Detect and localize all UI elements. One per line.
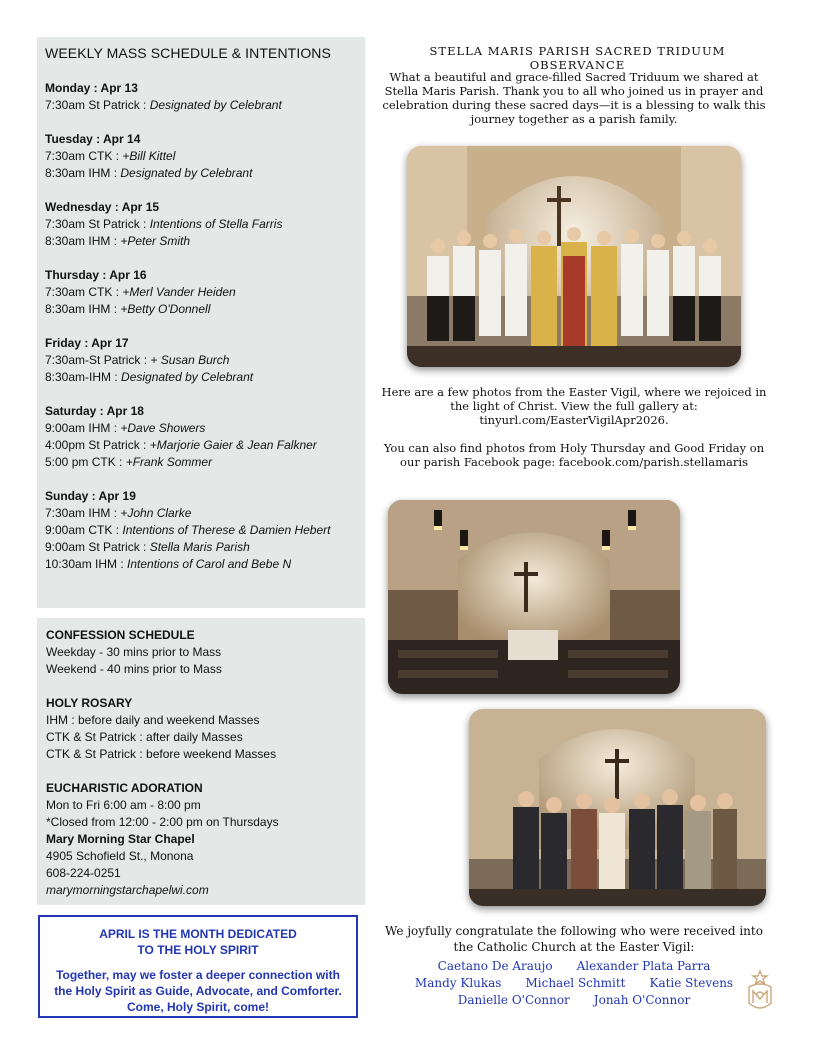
mass-time-place: 5:00 pm CTK : bbox=[45, 455, 126, 469]
mass-intention: Intentions of Carol and Bebe N bbox=[127, 557, 292, 571]
mass-line bbox=[45, 233, 365, 250]
mass-intention: Intentions of Therese & Damien Hebert bbox=[122, 523, 331, 537]
mass-line bbox=[45, 454, 365, 471]
mass-time-place: 9:00am CTK : bbox=[45, 523, 123, 537]
april-box-body: Together, may we foster a deeper connection with the Holy Spirit as Guide, Advocate, and Comforter. Come, Holy Spirit, come! bbox=[54, 968, 342, 1014]
april-box-title bbox=[50, 926, 346, 958]
mass-day-heading: Friday : Apr 17 bbox=[45, 336, 129, 350]
new-member-name: Jonah O'Connor bbox=[593, 993, 691, 1007]
new-member-name: Caetano De Araujo bbox=[437, 959, 553, 973]
mass-time-place: 7:30am St Patrick : bbox=[45, 217, 150, 231]
mass-intention: + Susan Burch bbox=[150, 353, 230, 367]
mass-line bbox=[45, 437, 365, 454]
mass-day-block bbox=[45, 199, 365, 250]
easter-vigil-text bbox=[380, 385, 768, 483]
triduum-intro: What a beautiful and grace-filled Sacred Triduum we shared at Stella Maris Parish. Thank you to all who joined us in prayer and celebration during these sacred days—it is a blessing to walk this journey together as a parish family. bbox=[382, 70, 766, 126]
stella-maris-logo-icon bbox=[745, 969, 775, 1013]
triduum-title: STELLA MARIS PARISH SACRED TRIDUUM OBSERVANCE bbox=[429, 44, 726, 72]
mass-day-block bbox=[45, 488, 365, 573]
names-row bbox=[405, 975, 743, 992]
rosary-line: CTK & St Patrick : before weekend Masses bbox=[46, 747, 277, 761]
new-member-name: Mandy Klukas bbox=[414, 976, 502, 990]
mass-line bbox=[45, 369, 365, 386]
mass-intention: Designated by Celebrant bbox=[120, 166, 253, 180]
mass-line bbox=[45, 539, 365, 556]
confession-heading: CONFESSION SCHEDULE bbox=[46, 628, 195, 642]
mass-time-place: 7:30am CTK : bbox=[45, 285, 123, 299]
new-member-name: Alexander Plata Parra bbox=[576, 959, 711, 973]
mass-line bbox=[45, 97, 365, 114]
new-catholics-group-photo bbox=[469, 709, 766, 906]
mass-intention: +Betty O'Donnell bbox=[120, 302, 211, 316]
mass-day-block bbox=[45, 335, 365, 386]
chapel-phone: 608-224-0251 bbox=[46, 866, 121, 880]
mass-time-place: 8:30am IHM : bbox=[45, 234, 121, 248]
vigil-gallery-paragraph: Here are a few photos from the Easter Vigil, where we rejoiced in the light of Christ. View the full gallery at: tinyurl.com/EasterVigilApr2026. bbox=[381, 385, 767, 427]
confession-weekend: Weekend - 40 mins prior to Mass bbox=[46, 662, 222, 676]
mass-intention: +John Clarke bbox=[120, 506, 192, 520]
april-title-line: APRIL IS THE MONTH DEDICATED bbox=[99, 927, 297, 941]
mass-schedule-panel bbox=[37, 37, 365, 608]
names-row bbox=[405, 958, 743, 975]
mass-line bbox=[45, 420, 365, 437]
mass-time-place: 7:30am IHM : bbox=[45, 506, 121, 520]
mass-line bbox=[45, 165, 365, 182]
mass-time-place: 9:00am IHM : bbox=[45, 421, 121, 435]
clergy-altar-servers-photo bbox=[407, 146, 741, 367]
mass-line bbox=[45, 148, 365, 165]
church-interior-vigil-photo bbox=[388, 500, 680, 694]
adoration-heading: EUCHARISTIC ADORATION bbox=[46, 781, 203, 795]
mass-intention: +Bill Kittel bbox=[122, 149, 176, 163]
mass-day-block bbox=[45, 267, 365, 318]
new-member-name: Danielle O'Connor bbox=[457, 993, 570, 1007]
congratulations-text: We joyfully congratulate the following who were received into the Catholic Church at the Easter Vigil: bbox=[385, 924, 763, 954]
mass-line bbox=[45, 216, 365, 233]
facebook-paragraph: You can also find photos from Holy Thursday and Good Friday on our parish Facebook page: facebook.com/parish.stellamaris bbox=[383, 441, 765, 469]
mass-time-place: 10:30am IHM : bbox=[45, 557, 128, 571]
mass-intention: Designated by Celebrant bbox=[149, 98, 282, 112]
mass-day-heading: Sunday : Apr 19 bbox=[45, 489, 136, 503]
mass-intention: Intentions of Stella Farris bbox=[149, 217, 283, 231]
rosary-line: IHM : before daily and weekend Masses bbox=[46, 713, 260, 727]
mass-time-place: 8:30am-IHM : bbox=[45, 370, 122, 384]
mass-day-heading: Monday : Apr 13 bbox=[45, 81, 138, 95]
mass-day-heading: Wednesday : Apr 15 bbox=[45, 200, 160, 214]
mass-time-place: 7:30am-St Patrick : bbox=[45, 353, 151, 367]
mass-day-heading: Saturday : Apr 18 bbox=[45, 404, 144, 418]
mass-day-heading: Tuesday : Apr 14 bbox=[45, 132, 141, 146]
adoration-note: *Closed from 12:00 - 2:00 pm on Thursdays bbox=[46, 815, 279, 829]
mass-line bbox=[45, 284, 365, 301]
april-title-line: TO THE HOLY SPIRIT bbox=[137, 943, 259, 957]
mass-intention: Stella Maris Parish bbox=[149, 540, 250, 554]
mass-intention: +Peter Smith bbox=[120, 234, 191, 248]
mass-time-place: 7:30am St Patrick : bbox=[45, 98, 150, 112]
rosary-heading: HOLY ROSARY bbox=[46, 696, 133, 710]
mass-schedule-title: WEEKLY MASS SCHEDULE & INTENTIONS bbox=[45, 45, 331, 61]
mass-line bbox=[45, 522, 365, 539]
chapel-website-link[interactable]: marymorningstarchapelwi.com bbox=[46, 883, 209, 897]
mass-day-block bbox=[45, 131, 365, 182]
mass-intention: +Merl Vander Heiden bbox=[122, 285, 236, 299]
mass-time-place: 4:00pm St Patrick : bbox=[45, 438, 150, 452]
chapel-name: Mary Morning Star Chapel bbox=[46, 832, 195, 846]
rosary-line: CTK & St Patrick : after daily Masses bbox=[46, 730, 243, 744]
adoration-hours: Mon to Fri 6:00 am - 8:00 pm bbox=[46, 798, 201, 812]
mass-line bbox=[45, 556, 365, 573]
names-row bbox=[405, 992, 743, 1009]
new-members-names bbox=[405, 958, 743, 1009]
confession-weekday: Weekday - 30 mins prior to Mass bbox=[46, 645, 222, 659]
new-member-name: Katie Stevens bbox=[649, 976, 734, 990]
mass-day-block bbox=[45, 403, 365, 471]
mass-intention: Designated by Celebrant bbox=[121, 370, 254, 384]
april-holy-spirit-box bbox=[38, 915, 358, 1018]
mass-time-place: 7:30am CTK : bbox=[45, 149, 123, 163]
mass-day-block bbox=[45, 80, 365, 114]
mass-time-place: 9:00am St Patrick : bbox=[45, 540, 150, 554]
new-member-name: Michael Schmitt bbox=[525, 976, 626, 990]
mass-intention: +Marjorie Gaier & Jean Falkner bbox=[149, 438, 317, 452]
mass-time-place: 8:30am IHM : bbox=[45, 302, 121, 316]
parish-info-panel bbox=[37, 618, 365, 905]
mass-line bbox=[45, 301, 365, 318]
mass-intention: +Frank Sommer bbox=[125, 455, 213, 469]
mass-day-heading: Thursday : Apr 16 bbox=[45, 268, 147, 282]
mass-schedule-days bbox=[45, 80, 365, 573]
mass-time-place: 8:30am IHM : bbox=[45, 166, 121, 180]
mass-line bbox=[45, 352, 365, 369]
mass-line bbox=[45, 505, 365, 522]
chapel-address: 4905 Schofield St., Monona bbox=[46, 849, 194, 863]
mass-intention: +Dave Showers bbox=[120, 421, 206, 435]
